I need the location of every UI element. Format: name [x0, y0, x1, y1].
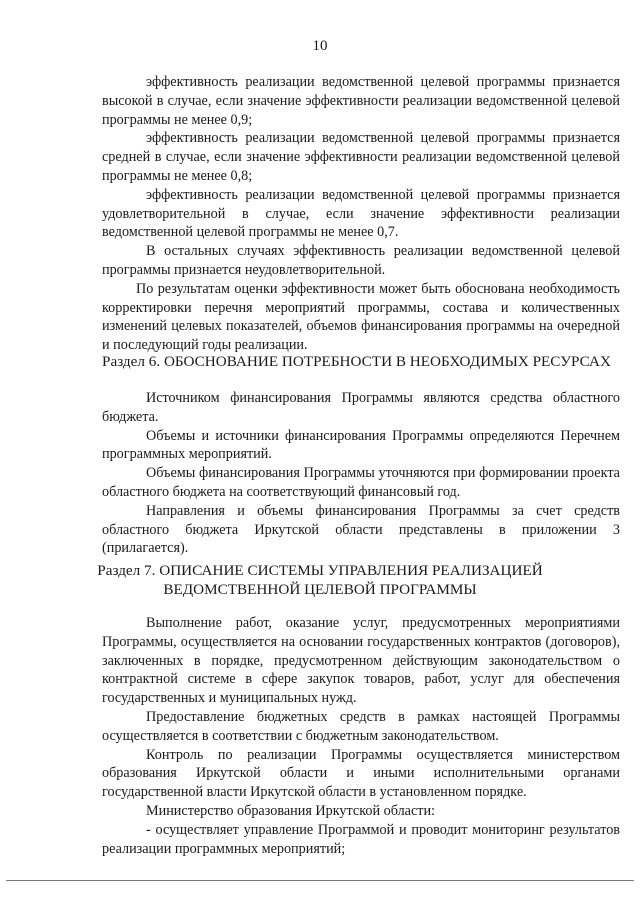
paragraph: Источником финансирования Программы являются средства областного бюджета.: [102, 390, 620, 425]
paragraph: Направления и объемы финансирования Программы за счет средств областного бюджета Иркутской области представлены в приложении 3 (прилагается).: [102, 502, 620, 557]
section-6-heading: Раздел 6. ОБОСНОВАНИЕ ПОТРЕБНОСТИ В НЕОБХОДИМЫХ РЕСУРСАХ: [102, 353, 611, 370]
paragraph: Объемы и источники финансирования Программы определяются Перечнем программных мероприятий.: [102, 427, 620, 463]
section-7-body: [102, 614, 620, 858]
paragraph: эффективность реализации ведомственной целевой программы признается средней в случае, если значение эффективности реализации ведомственной целевой программы не менее 0,8;: [102, 130, 620, 184]
paragraph: Выполнение работ, оказание услуг, предусмотренных мероприятиями Программы, осуществляется на основании государственных контрактов (договоров), заключенных в порядке, предусмотренном действующим законодательством о контрактной системе в сфере закупок товаров, работ, услуг для обеспечения государственных и муниципальных нужд.: [102, 615, 620, 707]
efficiency-criteria-block: [102, 73, 620, 355]
paragraph: Объемы финансирования Программы уточняются при формировании проекта областного бюджета на соответствующий финансовый год.: [102, 465, 620, 500]
paragraph: эффективность реализации ведомственной целевой программы признается высокой в случае, если значение эффективности реализации ведомственной целевой программы не менее 0,9;: [102, 74, 620, 128]
paragraph: эффективность реализации ведомственной целевой программы признается удовлетворительной в случае, если значение эффективности реализации ведомственной целевой программы не менее 0,7.: [102, 186, 620, 241]
paragraph: Министерство образования Иркутской области:: [146, 802, 435, 819]
section-7-heading-line-1: Раздел 7. ОПИСАНИЕ СИСТЕМЫ УПРАВЛЕНИЯ РЕАЛИЗАЦИЕЙ: [97, 562, 543, 579]
page-bottom-rule: [6, 880, 634, 881]
paragraph: В остальных случаях эффективность реализации ведомственной целевой программы признается неудовлетворительной.: [102, 243, 620, 278]
paragraph: Предоставление бюджетных средств в рамках настоящей Программы осуществляется в соответствии с бюджетным законодательством.: [102, 708, 620, 744]
section-7-heading-line-2: ВЕДОМСТВЕННОЙ ЦЕЛЕВОЙ ПРОГРАММЫ: [163, 581, 477, 598]
list-item: - осуществляет управление Программой и проводит мониторинг результатов реализации программных мероприятий;: [102, 821, 620, 857]
page-number: 10: [312, 38, 328, 54]
section-6-body: [102, 389, 620, 558]
paragraph: По результатам оценки эффективности может быть обоснована необходимость корректировки перечня мероприятий программы, состава и количественных изменений целевых показателей, объемов финансирования программы на очередной и последующий годы реализации.: [102, 280, 620, 354]
paragraph: Контроль по реализации Программы осуществляется министерством образования Иркутской области и иными исполнительными органами государственной власти Иркутской области в установленном порядке.: [102, 746, 620, 801]
